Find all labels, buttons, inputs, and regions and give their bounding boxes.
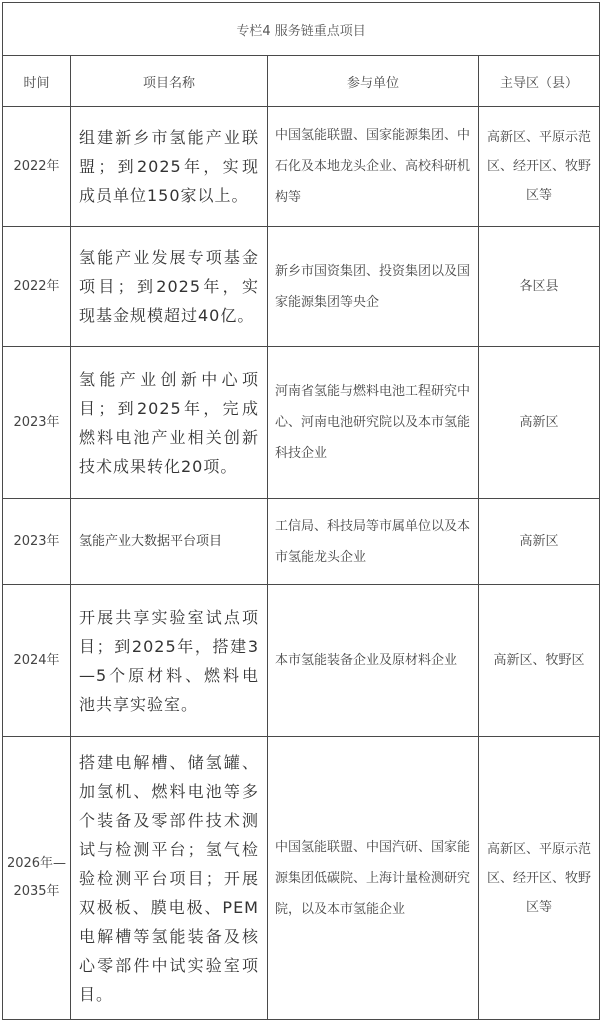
- time-cell: 2022年: [3, 227, 71, 347]
- project-cell: 组建新乡市氢能产业联盟；到2025年，实现成员单位150家以上。: [71, 107, 268, 227]
- district-cell: 高新区、牧野区: [479, 585, 600, 737]
- header-row: [3, 56, 600, 107]
- time-cell: 2026年—2035年: [3, 737, 71, 1020]
- header-time: 时间: [3, 56, 71, 107]
- service-chain-table: [2, 2, 600, 1020]
- project-cell: 开展共享实验室试点项目；到2025年，搭建3—5个原材料、燃料电池共享实验室。: [71, 585, 268, 737]
- units-cell: 本市氢能装备企业及原材料企业: [268, 585, 479, 737]
- time-cell: 2023年: [3, 499, 71, 585]
- time-cell: 2024年: [3, 585, 71, 737]
- district-cell: 高新区、平原示范区、经开区、牧野区等: [479, 737, 600, 1020]
- time-cell: 2022年: [3, 107, 71, 227]
- units-cell: 工信局、科技局等市属单位以及本市氢能龙头企业: [268, 499, 479, 585]
- units-cell: 中国氢能联盟、中国汽研、国家能源集团低碳院、上海计量检测研究院，以及本市氢能企业: [268, 737, 479, 1020]
- project-cell: 氢能产业发展专项基金项目；到2025年，实现基金规模超过40亿。: [71, 227, 268, 347]
- project-cell: 氢能产业创新中心项目；到2025年，完成燃料电池产业相关创新技术成果转化20项。: [71, 347, 268, 499]
- project-cell: 搭建电解槽、储氢罐、加氢机、燃料电池等多个装备及零部件技术测试与检测平台；氢气检验检测平台项目；开展双极板、膜电极、PEM电解槽等氢能装备及核心零部件中试实验室项目。: [71, 737, 268, 1020]
- table-row: [3, 737, 600, 1020]
- header-district: 主导区（县）: [479, 56, 600, 107]
- table-title: 专栏4 服务链重点项目: [3, 3, 600, 56]
- table-row: [3, 107, 600, 227]
- units-cell: 新乡市国资集团、投资集团以及国家能源集团等央企: [268, 227, 479, 347]
- time-cell: 2023年: [3, 347, 71, 499]
- district-cell: 高新区: [479, 499, 600, 585]
- table-row: [3, 227, 600, 347]
- table-row: [3, 347, 600, 499]
- header-project: 项目名称: [71, 56, 268, 107]
- table-row: [3, 585, 600, 737]
- units-cell: 河南省氢能与燃料电池工程研究中心、河南电池研究院以及本市氢能科技企业: [268, 347, 479, 499]
- project-cell: 氢能产业大数据平台项目: [71, 499, 268, 585]
- title-row: [3, 3, 600, 56]
- district-cell: 各区县: [479, 227, 600, 347]
- header-units: 参与单位: [268, 56, 479, 107]
- district-cell: 高新区、平原示范区、经开区、牧野区等: [479, 107, 600, 227]
- district-cell: 高新区: [479, 347, 600, 499]
- table-row: [3, 499, 600, 585]
- units-cell: 中国氢能联盟、国家能源集团、中石化及本地龙头企业、高校科研机构等: [268, 107, 479, 227]
